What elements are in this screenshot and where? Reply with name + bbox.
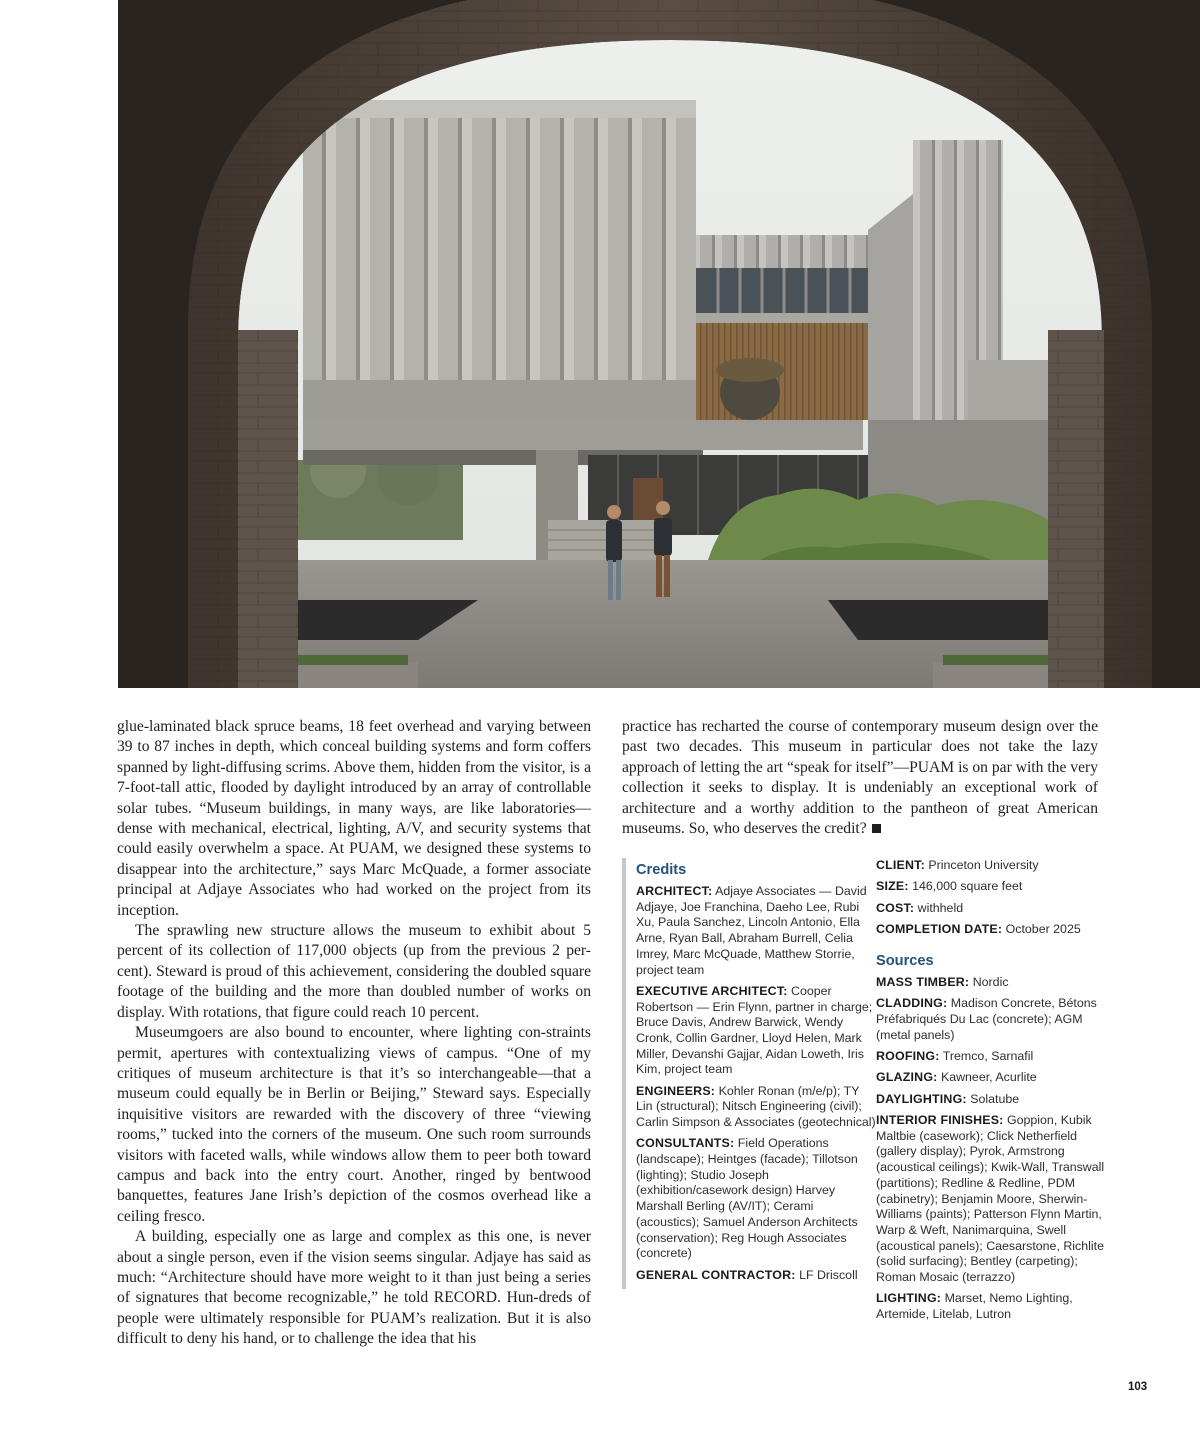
credit-entry: GENERAL CONTRACTOR: LF Driscoll [636, 1267, 858, 1282]
credit-entry: EXECUTIVE ARCHITECT: Cooper Robertson — Erin Flynn, partner in charge; Bruce Davis, Andrew Barwick, Wendy Cronk, Collin Gardner, Lloyd Helen, Mark Miller, Devanshi Gajjar, Aidan Loweth, Iris Kim, project team [636, 983, 873, 1077]
museum-arch-photo [118, 0, 1200, 688]
body-paragraph: Museumgoers are also bound to encounter, where lighting con-straints permit, apertures with contextualizing views of campus. “One of my critiques of museum architecture is that it’s so interchangeable—that a museum could equally be in Berlin or Beijing,” Steward says. Especially inquisitive visitors are rewarded with the discovery of three “viewing rooms,” tucked into the corners of the museum. One such room surrounds visitors with faceted walls, while windows allow them to peer both toward campus and back into the entry court. Another, ringed by bentwood banquettes, features Jane Irish’s depiction of the cosmos overhead like a ceiling fresco. [117, 1024, 591, 1225]
credit-entry: ARCHITECT: Adjaye Associates — David Adjaye, Joe Franchina, Daeho Lee, Rubi Xu, Paula Sanchez, Lincoln Antonio, Ella Arne, Ryan Ball, Abraham Burrell, Celia Imrey, Marc McQuade, Matthew Storrie, project team [636, 884, 867, 977]
project-entry: SIZE: 146,000 square feet [876, 879, 1023, 894]
body-paragraph: glue-laminated black spruce beams, 18 feet overhead and varying between 39 to 87 inches in depth, which conceal building systems and form coffers spanned by light-diffusing scrims. Above them, hidden from the visitor, is a 7-foot-tall attic, flooded by daylight introduced by an array of controllable solar tubes. “Museum buildings, in many ways, are like laboratories—dense with mechanical, electrical, lighting, A/V, and security systems that could easily overwhelm a space. At PUAM, we designed these systems to disappear into the architecture,” says Marc McQuade, a former associate principal at Adjaye Associates who had worked on the project from its inception. [117, 718, 591, 919]
museum-arch-photo-icon [118, 0, 1200, 688]
source-entry: INTERIOR FINISHES: Goppion, Kubik Maltbie (casework); Click Netherfield (gallery display); Pyrok, Armstrong (acoustical ceilings); Kwik-Wall, Transwall (partitions); Redline & Redline, PDM (cabinetry); Benjamin Moore, Sherwin-Williams (paints); Patterson Flynn Martin, Warp & Weft, Nanimarquina, Swell (acoustical panels); Caesarstone, Richlite (solid surfacing); Bentley (carpeting); Roman Mosaic (terrazzo) [876, 1113, 1105, 1285]
sources-title: Sources [876, 953, 934, 970]
source-entry: DAYLIGHTING: Solatube [876, 1091, 1020, 1106]
source-entry: GLAZING: Kawneer, Acurlite [876, 1070, 1037, 1085]
project-info-and-sources [876, 858, 1108, 1328]
credit-entry: ENGINEERS: Kohler Ronan (m/e/p); TY Lin (structural); Nitsch Engineering (civil); Carlin Simpson & Associates (geotechnical) [636, 1083, 876, 1130]
credits-box [622, 858, 878, 1289]
credit-entry: CONSULTANTS: Field Operations (landscape); Heintges (facade); Tillotson (lighting); Studio Joseph (exhibition/casework design) Harvey Marshall Berling (AV/IT); Cerami (acoustics); Samuel Anderson Architects (conservation); Reg Hough Associates (concrete) [636, 1136, 858, 1261]
body-paragraph: A building, especially one as large and complex as this one, is never about a single person, even if the vision seems singular. Adjaye has said as much: “Architecture should have more weight to it than just being a series of signatures that become recognizable,” he told RECORD. Hun-dreds of people were ultimately responsible for PUAM’s realization. But it is also difficult to deny his hand, or to challenge the idea that his [117, 1228, 591, 1348]
page-number: 103 [1128, 1381, 1148, 1393]
closing-text: practice has recharted the course of contemporary museum design over the past two decades. This museum in particular does not take the lazy approach of letting the art “speak for itself”—PUAM is on par with the very collection it seeks to display. It is undeniably an exceptional work of architecture and a worthy addition to the pantheon of great American museums. So, who deserves the credit? [622, 718, 1098, 838]
body-text-right-column [622, 717, 1098, 839]
project-entry: COST: withheld [876, 900, 964, 915]
source-entry: CLADDING: Madison Concrete, Bétons Préfabriqués Du Lac (concrete); AGM (metal panels) [876, 996, 1097, 1042]
source-entry: LIGHTING: Marset, Nemo Lighting, Artemide, Litelab, Lutron [876, 1291, 1073, 1322]
source-entry: ROOFING: Tremco, Sarnafil [876, 1049, 1034, 1064]
source-entry: MASS TIMBER: Nordic [876, 975, 1009, 990]
body-text-left-column [117, 717, 591, 1350]
project-entry: COMPLETION DATE: October 2025 [876, 921, 1081, 936]
end-mark-icon [872, 824, 881, 833]
body-paragraph: The sprawling new structure allows the museum to exhibit about 5 percent of its collection of 117,000 objects (up from the previous 2 per-cent). Steward is proud of this achievement, considering the doubled square footage of the building and the more than doubled number of works on display. With rotations, that figure could reach 10 percent. [117, 922, 591, 1021]
credits-title: Credits [636, 862, 687, 878]
body-paragraph-closing [622, 717, 1098, 839]
project-entry: CLIENT: Princeton University [876, 858, 1039, 872]
